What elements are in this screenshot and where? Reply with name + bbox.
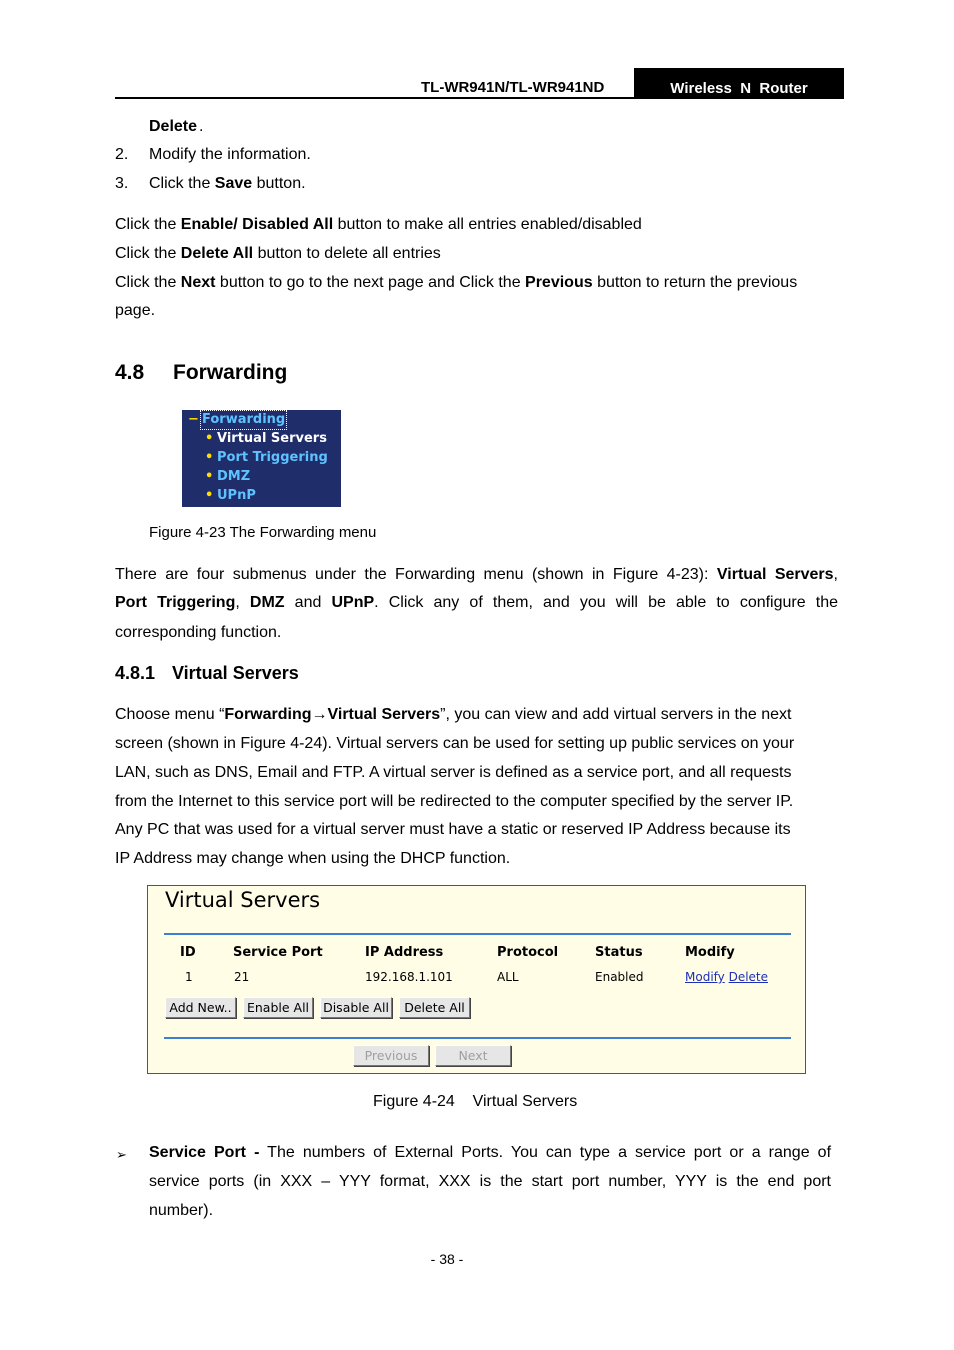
step-3-post: button. [252,175,306,192]
header-product: Wireless N Router [670,80,808,97]
bullet-icon: • [205,469,214,484]
section-number: 4.8 [115,361,145,384]
column-header-status: Status [595,945,643,960]
para2-l1-bold: Forwarding→Virtual Servers [224,706,441,723]
cell-modify-actions [685,970,768,984]
line3-post: button to return the previous [592,274,798,291]
column-header-protocol: Protocol [497,945,559,960]
line3-bold-next: Next [180,274,216,291]
modify-link[interactable]: Modify [685,970,725,984]
next-button[interactable]: Next [435,1045,511,1066]
cell-id: 1 [185,970,193,984]
header-rule [115,97,844,99]
line1-post: button to make all entries enabled/disabled [333,216,642,233]
delete-period: . [199,118,204,135]
para1-line3: corresponding function. [115,624,282,641]
menu-item-label[interactable]: Virtual Servers [217,431,327,446]
column-header-id: ID [180,945,196,960]
service-port-l1: The numbers of External Ports. You can type a service port or a range of [259,1144,832,1161]
delete-all-line [115,244,441,264]
service-port-line1 [149,1144,831,1162]
line1-bold: Enable/ Disabled All [180,216,334,233]
figure-23-caption: Figure 4-23 The Forwarding menu [149,524,377,541]
previous-button[interactable]: Previous [353,1045,429,1066]
para1-line1 [115,566,838,584]
enable-all-line [115,215,642,235]
add-new-button[interactable]: Add New.. [165,997,236,1018]
para1-and: and [284,594,332,611]
para1-line2 [115,594,838,612]
forwarding-menu [182,410,341,507]
line3-bold-previous: Previous [525,274,593,291]
cell-status: Enabled [595,970,644,984]
para1-l1-pre: There are four submenus under the Forwarding menu (shown in Figure 4-23): [115,566,717,583]
column-header-ip-address: IP Address [365,945,444,960]
line3-mid: button to go to the next page and Click the [215,274,526,291]
header-product-box [634,68,844,99]
next-previous-line-cont: page. [115,302,156,319]
next-previous-line [115,273,797,293]
para2-l1-post: ”, you can view and add virtual servers in the next [440,706,792,723]
para2-line2: screen (shown in Figure 4-24). Virtual servers can be used for setting up public services on your [115,735,795,752]
para1-comma: , [235,594,250,611]
cell-ip-address: 192.168.1.101 [365,970,453,984]
subsection-title: Virtual Servers [172,663,299,683]
menu-item-label[interactable]: DMZ [217,469,251,484]
para2-line1 [115,705,791,725]
disable-all-button[interactable]: Disable All [320,997,392,1018]
para2-line6: IP Address may change when using the DHCP function. [115,850,511,867]
enable-all-button[interactable]: Enable All [243,997,313,1018]
delete-word: Delete [149,118,198,135]
bullet-icon: • [205,431,214,446]
section-title: Forwarding [173,361,288,384]
delete-all-button[interactable]: Delete All [399,997,470,1018]
step-3-pre: Click the [149,175,215,192]
step-2-text: Modify the information. [149,146,311,163]
para1-l2-post: . Click any of them, and you will be able to configure the [374,594,838,611]
panel-title: Virtual Servers [165,888,321,912]
line3-pre: Click the [115,274,181,291]
para1-port-triggering: Port Triggering [115,594,236,611]
para1-dmz: DMZ [249,594,285,611]
page-number: - 38 - [430,1251,464,1267]
para2-l1-pre: Choose menu “ [115,706,225,723]
para2-line4: from the Internet to this service port will be redirected to the computer specified by the server IP. [115,793,794,810]
cell-protocol: ALL [497,970,519,984]
para2-line3: LAN, such as DNS, Email and FTP. A virtual server is defined as a service port, and all requests [115,764,792,781]
panel-rule-top [164,933,791,935]
subsection-number: 4.8.1 [115,663,156,683]
collapse-icon[interactable]: − [188,412,199,427]
para1-l1-post: , [833,566,838,583]
line1-pre: Click the [115,216,181,233]
para1-l1-bold: Virtual Servers [716,566,834,583]
virtual-servers-panel [147,885,806,1074]
arrow-bullet-icon: ➢ [116,1147,127,1162]
step-3-bold: Save [214,175,253,192]
figure-24-caption: Figure 4-24 Virtual Servers [373,1093,578,1110]
line2-pre: Click the [115,245,181,262]
panel-rule-bottom [164,1037,791,1039]
step-3-text [149,174,306,194]
header-model: TL-WR941N/TL-WR941ND [421,79,605,96]
column-header-modify: Modify [685,945,735,960]
para1-upnp: UPnP [331,594,375,611]
service-port-line2: service ports (in XXX – YYY format, XXX is the start port number, YYY is the end port [149,1173,831,1190]
line2-bold: Delete All [180,245,254,262]
bullet-icon: • [205,488,214,503]
menu-item-label[interactable]: UPnP [217,488,256,503]
column-header-service-port: Service Port [233,945,323,960]
service-port-line3: number). [149,1202,214,1219]
cell-service-port: 21 [234,970,250,984]
forwarding-menu-head[interactable]: Forwarding [202,412,286,427]
bullet-icon: • [205,450,214,465]
line2-post: button to delete all entries [253,245,441,262]
menu-item-label[interactable]: Port Triggering [217,450,328,465]
step-2-number: 2. [115,146,129,163]
step-3-number: 3. [115,175,129,192]
service-port-term: Service Port - [149,1144,260,1161]
para2-line5: Any PC that was used for a virtual server must have a static or reserved IP Address because its [115,821,791,838]
delete-link[interactable]: Delete [728,970,769,984]
